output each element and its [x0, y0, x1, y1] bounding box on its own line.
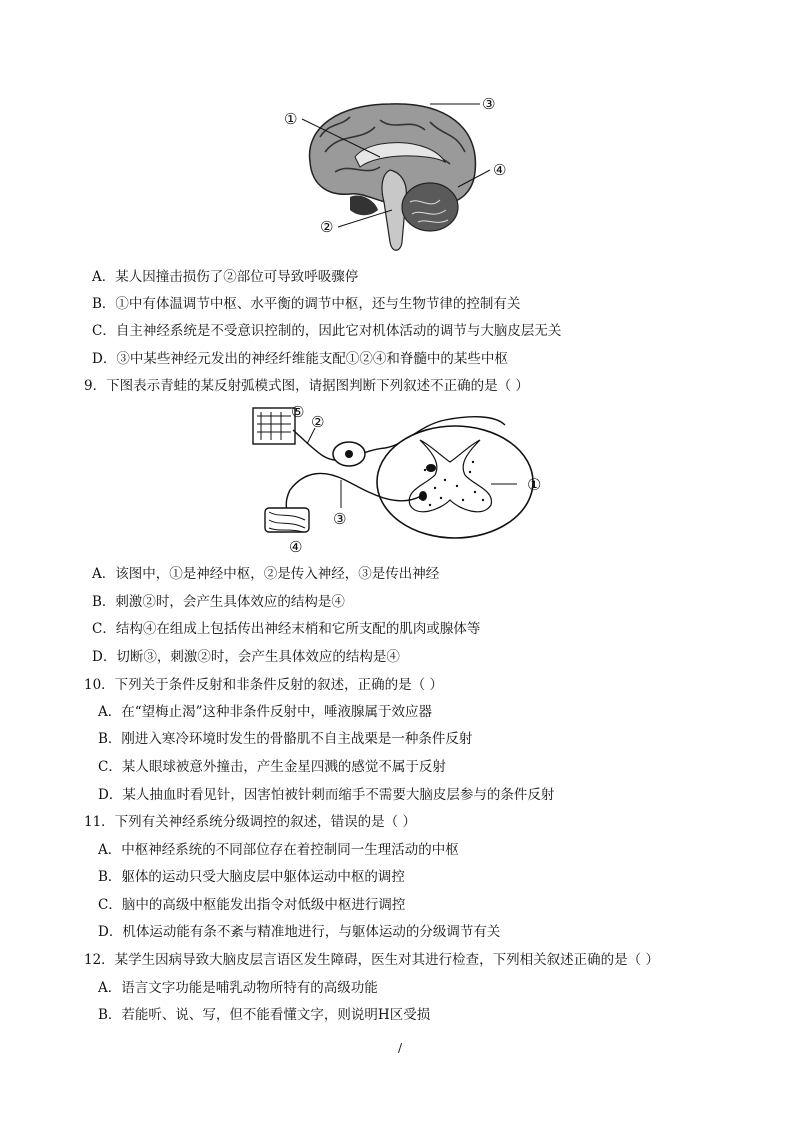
- q11-stem: 11．下列有关神经系统分级调控的叙述，错误的是（ ）: [84, 814, 416, 830]
- q10-option-d: D．某人抽血时看见针，因害怕被针刺而缩手不需要大脑皮层参与的条件反射: [98, 787, 555, 803]
- q11-option-a: A．中枢神经系统的不同部位存在着控制同一生理活动的中枢: [98, 842, 459, 858]
- reflex-label-1: ①: [527, 475, 542, 494]
- brain-label-3: ③: [482, 95, 496, 113]
- q8-option-d: D．③中某些神经元发出的神经纤维能支配①②④和脊髓中的某些中枢: [92, 351, 508, 367]
- q10-option-c: C．某人眼球被意外撞击，产生金星四溅的感觉不属于反射: [98, 759, 446, 775]
- brain-label-1: ①: [284, 110, 298, 128]
- receptor-shape: [253, 408, 295, 444]
- page-footer-mark: /: [398, 1041, 403, 1055]
- reflex-label-3: ③: [333, 510, 347, 528]
- q8-option-c: C．自主神经系统是不受意识控制的，因此它对机体活动的调节与大脑皮层无关: [92, 323, 562, 339]
- q12-stem: 12．某学生因病导致大脑皮层言语区发生障碍，医生对其进行检查，下列相关叙述正确的是（ ）: [84, 952, 659, 968]
- reflex-label-4: ④: [289, 538, 303, 556]
- q10-option-b: B．刚进入寒冷环境时发生的骨骼肌不自主战栗是一种条件反射: [98, 731, 473, 747]
- cerebellum-shape: [402, 183, 458, 231]
- q9-option-d: D．切断③，刺激②时，会产生具体效应的结构是④: [92, 649, 400, 665]
- q10-stem: 10．下列关于条件反射和非条件反射的叙述，正确的是（ ）: [84, 677, 443, 693]
- q9-stem: 9．下图表示青蛙的某反射弧模式图，请据图判断下列叙述不正确的是（ ）: [84, 378, 529, 394]
- brain-label-4: ④: [493, 161, 507, 179]
- q10-option-a: A．在“望梅止渴”这种非条件反射中，唾液腺属于效应器: [98, 704, 433, 720]
- brain-diagram: [280, 92, 510, 262]
- reflex-label-2: ②: [311, 413, 325, 431]
- q11-option-d: D．机体运动能有条不紊与精准地进行，与躯体运动的分级调节有关: [98, 924, 501, 940]
- q12-option-a: A．语言文字功能是哺乳动物所特有的高级功能: [98, 980, 378, 996]
- reflex-label-5: ⑤: [291, 403, 305, 421]
- q11-option-c: C．脑中的高级中枢能发出指令对低级中枢进行调控: [98, 897, 406, 913]
- brain-label-2: ②: [320, 218, 334, 236]
- q9-option-a: A．该图中，①是神经中枢，②是传入神经，③是传出神经: [92, 566, 440, 582]
- q8-option-b: B．①中有体温调节中枢、水平衡的调节中枢，还与生物节律的控制有关: [92, 296, 521, 312]
- q9-option-c: C．结构④在组成上包括传出神经末梢和它所支配的肌肉或腺体等: [92, 621, 481, 637]
- q11-option-b: B．躯体的运动只受大脑皮层中躯体运动中枢的调控: [98, 869, 405, 885]
- q12-option-b: B．若能听、说、写，但不能看懂文字，则说明H区受损: [98, 1007, 431, 1023]
- q9-option-b: B．刺激②时，会产生具体效应的结构是④: [92, 594, 345, 610]
- reflex-arc-diagram: [245, 400, 555, 560]
- q8-option-a: A．某人因撞击损伤了②部位可导致呼吸骤停: [92, 269, 359, 285]
